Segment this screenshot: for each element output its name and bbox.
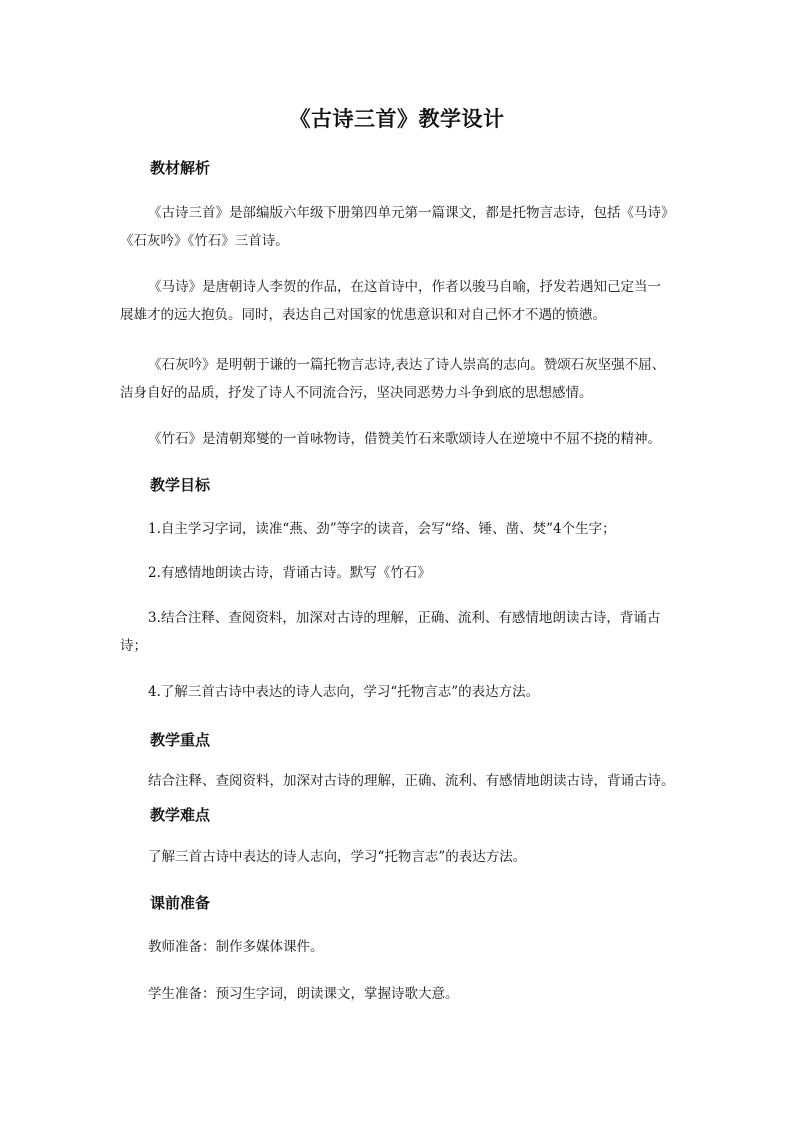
difficulties-text: 了解三首古诗中表达的诗人志向，学习“托物言志”的表达方法。 bbox=[148, 849, 527, 865]
paragraph-ma-shi bbox=[120, 273, 695, 329]
paragraph-zhu-shi bbox=[120, 425, 695, 453]
student-preparation-text: 学生准备：预习生字词，朗读课文，掌握诗歌大意。 bbox=[148, 986, 459, 1002]
goal-item-3 bbox=[120, 604, 695, 660]
section-heading-preparation: 课前准备 bbox=[150, 894, 211, 912]
document-title: 《古诗三首》教学设计 bbox=[289, 106, 505, 131]
paragraph-line: 洁身自好的品质，抒发了诗人不同流合污，坚决同恶势力斗争到底的思想感情。 bbox=[120, 385, 593, 401]
paragraph-line: 《马诗》是唐朝诗人李贺的作品，在这首诗中，作者以骏马自喻，抒发若遇知己定当一 bbox=[148, 279, 661, 295]
paragraph-shi-hui-yin bbox=[120, 351, 695, 407]
section-heading-difficulties: 教学难点 bbox=[150, 806, 211, 824]
teacher-preparation-text: 教师准备：制作多媒体课件。 bbox=[148, 939, 324, 955]
paragraph-line: 《石灰吟》是明朝于谦的一篇托物言志诗,表达了诗人崇高的志向。赞颂石灰坚强不屈、 bbox=[148, 357, 666, 373]
goal-item-4 bbox=[120, 678, 695, 706]
paragraph-line: 《古诗三首》是部编版六年级下册第四单元第一篇课文，都是托物言志诗，包括《马诗》 bbox=[148, 205, 675, 221]
paragraph-line: 《石灰吟》《竹石》三首诗。 bbox=[120, 233, 289, 249]
paragraph-line: 《竹石》是清朝郑燮的一首咏物诗，借赞美竹石来歌颂诗人在逆境中不屈不挠的精神。 bbox=[148, 431, 661, 447]
goal-item-2 bbox=[120, 559, 695, 587]
paragraph-material-intro bbox=[120, 199, 695, 255]
goal-line: 3.结合注释、查阅资料，加深对古诗的理解，正确、流利、有感情地朗读古诗，背诵古 bbox=[148, 610, 661, 626]
paragraph-line: 展雄才的远大抱负。同时，表达自己对国家的忧患意识和对自己怀才不遇的愤懑。 bbox=[120, 307, 606, 323]
goal-item-1 bbox=[120, 515, 695, 543]
key-points-text: 结合注释、查阅资料，加深对古诗的理解，正确、流利、有感情地朗读古诗，背诵古诗。 bbox=[148, 773, 675, 789]
goal-line: 4.了解三首古诗中表达的诗人志向，学习“托物言志”的表达方法。 bbox=[148, 684, 540, 700]
section-heading-key-points: 教学重点 bbox=[150, 731, 211, 749]
goal-line: 诗； bbox=[120, 638, 147, 654]
section-heading-teaching-goals: 教学目标 bbox=[150, 476, 211, 494]
goal-line: 1.自主学习字词，读准“燕、劲”等字的读音，会写“络、锤、凿、焚”4个生字； bbox=[148, 521, 616, 537]
goal-line: 2.有感情地朗读古诗，背诵古诗。默写《竹石》 bbox=[148, 565, 431, 581]
section-heading-material-analysis: 教材解析 bbox=[150, 159, 211, 177]
